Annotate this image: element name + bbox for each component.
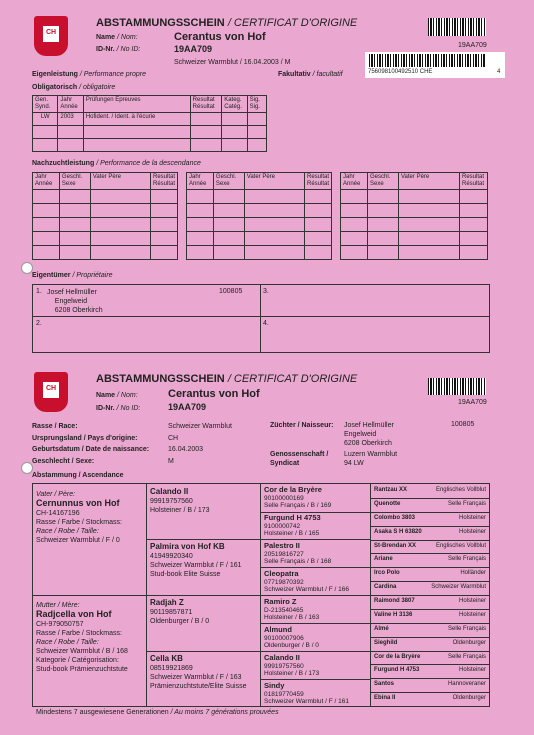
great-grandparent-8: Sindy 01819770459 Schweizer Warmblut / F / 161 [264,681,350,705]
gggp-row: Ariane Selle Français [371,553,489,568]
owner-1-code: 100805 [219,288,243,295]
owner-label: Eigentümer / Propriétaire [32,272,113,279]
top-sticker [365,52,505,78]
offspring-table-3: Jahr Année Geschl. Sexe Vater Père Resultat Résultat [340,172,488,260]
top-barcode-icon [428,18,486,36]
bottom-field-labels: Rasse / Race: Ursprungsland / Pays d'origine: Geburtsdatum / Date de naissance: Geschlecht / Sexe: [32,423,150,465]
offspring-label: Nachzuchtleistung / Performance de la descendance [32,160,201,167]
syndicate-value: Luzern Warmblut 94 LW [344,451,398,467]
swiss-horse-logo-icon: CH [34,16,68,56]
bottom-field-values: Schweizer Warmblut CH 16.04.2003 M [168,423,232,465]
great-grandparent-1: Cor de la Bryère 90100000169 Selle Français / B / 169 [264,485,332,509]
top-id-value: 19AA709 [174,44,213,54]
great-grandparent-5: Ramiro Z D-213540465 Holsteiner / B / 163 [264,597,320,621]
great-grandparent-7: Calando II 99919757560 Holsteiner / B / 173 [264,653,320,677]
grandparent-4: Cella KB 08519921869 Schweizer Warmblut / F / 163 Prämienzuchtstute/Elite Suisse [150,654,247,690]
gggp-row: Furgund H 4753 Holsteiner [371,664,489,679]
gggp-row: Cor de la Bryère Selle Français [371,651,489,666]
gggp-row: Colombo 3803 Holsteiner [371,512,489,527]
gggp-row: Valine H 3136 Holsteiner [371,609,489,624]
offspring-table-2: Jahr Année Geschl. Sexe Vater Père Resultat Résultat [186,172,332,260]
gggp-row: Quenotte Selle Français [371,498,489,513]
sticker-barcode-icon [369,54,485,67]
ancestry-grid [32,483,490,707]
grandparent-2: Palmira von Hof KB 41949920340 Schweizer Warmblut / F / 161 Stud-book Elite Suisse [150,542,242,578]
bottom-barcode-id: 19AA709 [458,399,487,406]
performance-table [32,95,267,152]
gggp-row: Asaka S H 63820 Holsteiner [371,526,489,541]
sire-cell: Vater / Père: Cernunnus von Hof CH-14167196 Rasse / Farbe / Stockmass: Race / Robe / Taille: Schweizer Warmblut / F / 0 [36,491,122,544]
performance-label: Eigenleistung / Performance propre [32,71,147,78]
ancestry-label: Abstammung / Ascendance [32,472,124,479]
gggp-row: Santos Hannoveraner [371,678,489,693]
breeder-address: Josef Hellmüller Engelweid 6208 Oberkirch [344,422,394,447]
gggp-row: Irco Polo Holländer [371,567,489,582]
top-barcode-id: 19AA709 [458,42,487,49]
performance-header-row: Gen. Synd. Jahr Année Prüfungen Epreuves Resultat Résultat Kateg. Catég. Sig. Sig. [33,96,267,113]
sticker-digit: 4 [497,69,501,75]
top-subline: Schweizer Warmblut / 16.04.2003 / M [174,59,291,66]
gggp-row: Sieghild Oldenburger [371,637,489,652]
bottom-id-value: 19AA709 [168,402,207,412]
bottom-barcode-icon [428,378,486,395]
gggp-row: Rantzau XX Englisches Vollblut [371,484,489,499]
sticker-country: CHE [419,69,433,75]
top-title: ABSTAMMUNGSSCHEIN / CERTIFICAT D'ORIGINE [96,17,358,29]
gggp-row: Ebina II Oldenburger [374,695,486,702]
syndicate-label: Genossenschaft / Syndicat [270,451,329,467]
offspring-table-1: Jahr Année Geschl. Sexe Vater Père Resultat Résultat [32,172,178,260]
fourth-generation-column [371,484,489,706]
top-name-value: Cerantus von Hof [174,31,266,43]
gggp-row: Cardina Schweizer Warmblut [371,581,489,596]
gggp-row: St-Brendan XX Englisches Vollblut [371,540,489,555]
breeder-code: 100805 [451,421,475,428]
breeder-label: Züchter / Naisseur: [270,422,334,429]
great-grandparent-2: Furgund H 4753 9100000742 Holsteiner / B / 165 [264,513,321,537]
owner-box: 1. Josef Hellmüller Engelweid 6208 Oberkirch 100805 3. 2. 4. [32,284,490,353]
optional-label: Fakultativ / facultatif [278,71,343,78]
bottom-id-label: ID-Nr. / No ID: [96,405,141,412]
owner-2: 2. [36,320,42,327]
gggp-row: Almé Selle Français [371,623,489,638]
owner-3: 3. [263,288,269,295]
great-grandparent-4: Cleopatra 07719870392 Schweizer Warmblut / F / 166 [264,569,350,593]
great-grandparent-3: Palestro II 20519816727 Selle Français / B / 168 [264,541,332,565]
bottom-title: ABSTAMMUNGSSCHEIN / CERTIFICAT D'ORIGINE [96,373,358,385]
top-id-label: ID-Nr. / No ID: [96,46,141,53]
bottom-name-value: Cerantus von Hof [168,388,260,400]
bottom-name-label: Name / Nom: [96,392,138,399]
owner-4: 4. [263,320,269,327]
dam-cell: Mutter / Mère: Radjcella von Hof CH-979050757 Rasse / Farbe / Stockmass: Race / Robe / Taille: Schweizer Warmblut / B / 168 Kategorie / Catégorisation: Stud-book Prämienzuchtstute [36,602,128,673]
performance-row: LW 2003 Hofident. / Ident. à l'écurie [33,113,267,126]
sticker-number: 756098100492510 [368,69,419,75]
grandparent-3: Radjah Z 90119857871 Oldenburger / B / 0 [150,598,210,625]
swiss-horse-logo-icon: CH [34,372,68,412]
owner-1: Josef Hellmüller Engelweid 6208 Oberkirch [47,289,103,314]
gggp-row: Raimond 3807 Holsteiner [371,595,489,610]
top-name-label: Name / Nom: [96,34,138,41]
generations-footer: Mindestens 7 ausgewiesene Generationen / Au moins 7 générations prouvées [36,709,279,716]
grandparent-1: Calando II 99919757560 Holsteiner / B / 173 [150,487,210,514]
great-grandparent-6: Almund 90100007906 Oldenburger / B / 0 [264,625,319,649]
mandatory-label: Obligatorisch / obligatoire [32,84,116,91]
